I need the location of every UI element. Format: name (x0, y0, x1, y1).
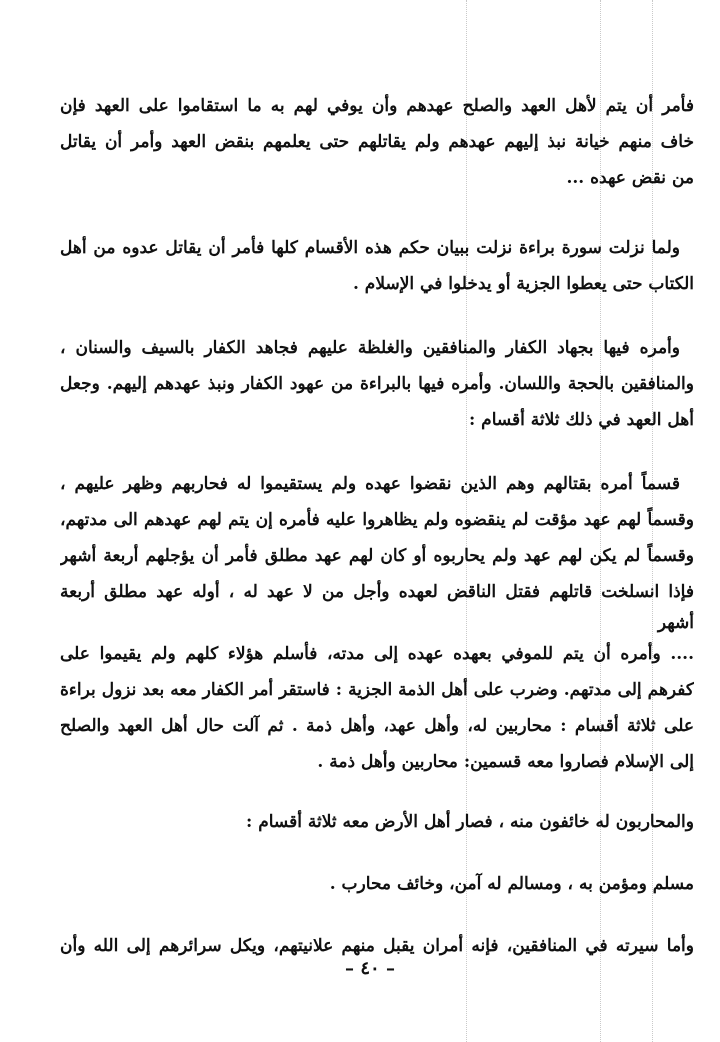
text-line: وأما سيرته في المنافقين، فإنه أمران يقبل منهم علانيتهم، ويكل سرائرهم إلى الله وأن (60, 936, 694, 956)
paragraph-1 (60, 88, 694, 196)
text-line: قسماً أمره بقتالهم وهم الذين نقضوا عهده ولم يستقيموا له فحاربهم وظهر عليهم ، (60, 474, 680, 494)
text-line: إلى الإسلام فصاروا معه قسمين: محاربين وأهل ذمة . (317, 752, 694, 772)
text-line: أشهر (657, 613, 694, 633)
paragraph-6 (60, 804, 694, 840)
paragraph-5 (60, 636, 694, 780)
text-line: ولما نزلت سورة براءة نزلت ببيان حكم هذه الأقسام كلها فأمر أن يقاتل عدوه من أهل (60, 238, 680, 258)
paragraph-7 (60, 866, 694, 902)
text-line: على ثلاثة أقسام : محاربين له، وأهل عهد، وأهل ذمة . ثم آلت حال أهل العهد والصلح (60, 716, 694, 736)
text-line: وقسماً لهم عهد مؤقت لم ينقضوه ولم يظاهروا عليه فأمره إن يتم لهم عهدهم الى مدتهم، (60, 510, 694, 530)
page-number: – ٤٠ – (345, 958, 395, 979)
text-line: وأمره فيها بجهاد الكفار والمنافقين والغلظة عليهم فجاهد الكفار بالسيف والسنان ، (60, 338, 680, 358)
text-line: .... وأمره أن يتم للموفي بعهده عهده إلى مدته، فأسلم هؤلاء كلهم ولم يقيموا على (60, 644, 694, 664)
text-line: فأمر أن يتم لأهل العهد والصلح عهدهم وأن يوفي لهم به ما استقاموا على العهد فإن (60, 96, 694, 116)
paragraph-4 (60, 466, 694, 636)
paragraph-2 (60, 230, 694, 302)
text-line: فإذا انسلخت قاتلهم فقتل الناقض لعهده وأجل من لا عهد له ، أوله عهد مطلق أربعة (60, 582, 694, 602)
text-line: كفرهم إلى مدتهم. وضرب على أهل الذمة الجزية : فاستقر أمر الكفار معه بعد نزول براءة (60, 680, 694, 700)
text-line: من نقض عهده ... (566, 168, 694, 188)
text-line: والمنافقين بالحجة واللسان. وأمره فيها بالبراءة من عهود الكفار ونبذ عهدهم إليهم. وجعل (60, 374, 694, 394)
text-line: وقسماً لم يكن لهم عهد ولم يحاربوه أو كان لهم عهد مطلق فأمر أن يؤجلهم أربعة أشهر (60, 546, 694, 566)
text-line: خاف منهم خيانة نبذ إليهم عهدهم ولم يقاتلهم حتى يعلمهم بنقض العهد وأمر أن يقاتل (60, 132, 694, 152)
paragraph-3 (60, 330, 694, 438)
text-line: مسلم ومؤمن به ، ومسالم له آمن، وخائف محارب . (329, 874, 694, 894)
text-line: أهل العهد في ذلك ثلاثة أقسام : (468, 410, 694, 430)
text-line: الكتاب حتى يعطوا الجزية أو يدخلوا في الإسلام . (352, 274, 694, 294)
document-body (60, 88, 694, 964)
text-line: والمحاربون له خائفون منه ، فصار أهل الأرض معه ثلاثة أقسام : (246, 812, 694, 832)
